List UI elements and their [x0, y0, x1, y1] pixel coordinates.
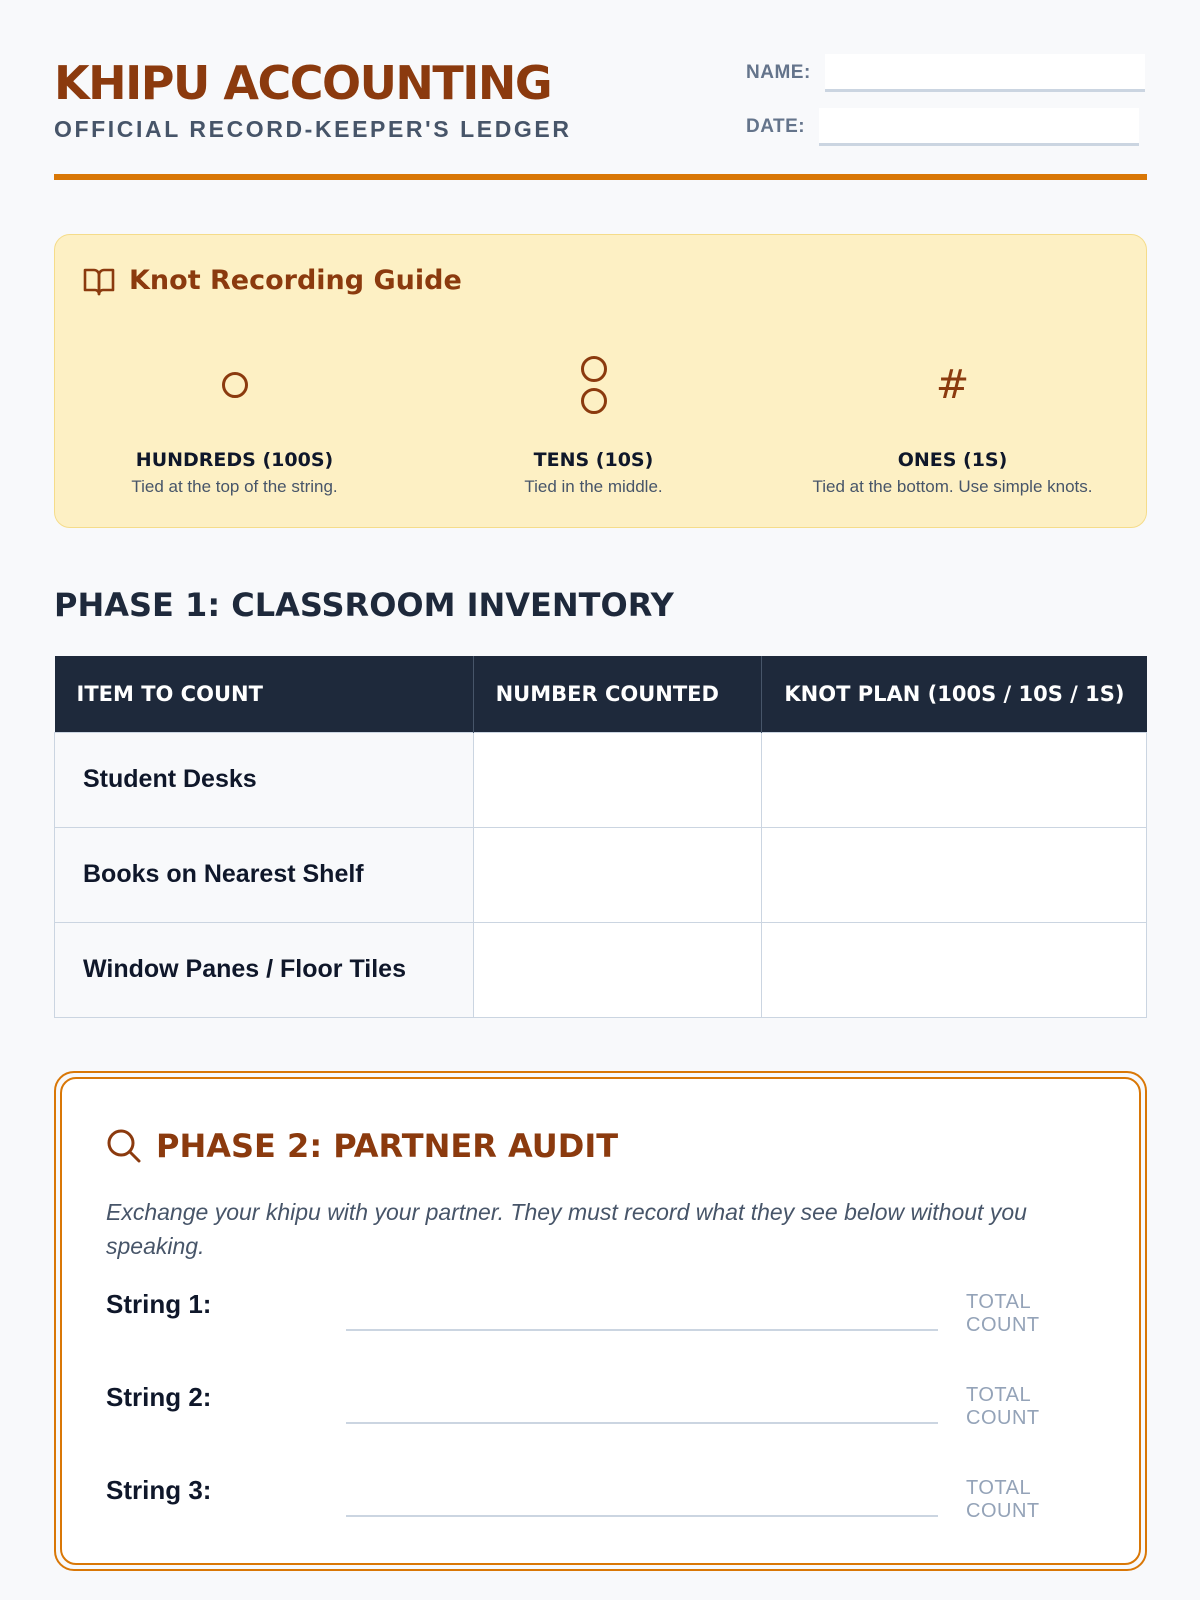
date-row — [746, 108, 1139, 146]
string-label: String 1: — [106, 1289, 212, 1319]
plan-cell[interactable] — [762, 827, 1147, 922]
guide-label-tens: TENS (10S) — [533, 449, 654, 471]
count-cell[interactable] — [473, 922, 762, 1017]
table-row — [55, 827, 1147, 922]
column-header-count: NUMBER COUNTED — [473, 656, 762, 732]
phase2-title: PHASE 2: PARTNER AUDIT — [156, 1127, 619, 1165]
plan-cell[interactable] — [762, 732, 1147, 827]
partner-audit-inner — [60, 1077, 1141, 1565]
hash-knot-box — [773, 335, 1132, 435]
guide-desc-ones: Tied at the bottom. Use simple knots. — [812, 477, 1093, 496]
guide-label-ones: ONES (1S) — [897, 449, 1008, 471]
book-icon — [83, 266, 115, 296]
guide-column-tens — [414, 335, 773, 497]
guide-desc-tens: Tied in the middle. — [524, 477, 663, 496]
total-count-placeholder[interactable]: TOTAL COUNT — [966, 1291, 1040, 1336]
name-field[interactable] — [825, 54, 1145, 92]
single-knot-icon — [55, 335, 414, 435]
name-row — [746, 54, 1145, 92]
total-count-placeholder[interactable]: TOTAL COUNT — [966, 1477, 1040, 1522]
search-icon — [106, 1128, 142, 1164]
hash-knot-icon: # — [935, 362, 970, 408]
guide-desc-hundreds: Tied at the top of the string. — [131, 477, 338, 496]
string-row-3 — [106, 1465, 1106, 1525]
inventory-table — [54, 656, 1147, 1018]
worksheet-page — [54, 0, 1147, 1522]
guide-column-hundreds — [55, 335, 414, 497]
phase1-heading: PHASE 1: CLASSROOM INVENTORY — [54, 586, 674, 624]
header — [54, 0, 1147, 182]
table-row — [55, 922, 1147, 1017]
item-cell: Books on Nearest Shelf — [55, 827, 474, 922]
string-row-2 — [106, 1372, 1106, 1432]
guide-label-hundreds: HUNDREDS (100S) — [135, 449, 334, 471]
guide-column-ones — [773, 335, 1132, 497]
page-title: KHIPU ACCOUNTING — [54, 56, 552, 110]
column-header-item: ITEM TO COUNT — [55, 656, 474, 732]
string-input-line[interactable] — [346, 1515, 938, 1517]
guide-heading — [83, 265, 462, 296]
phase2-heading — [106, 1127, 618, 1165]
date-label: DATE: — [746, 116, 806, 137]
string-label: String 2: — [106, 1382, 212, 1412]
partner-audit-panel — [54, 1071, 1147, 1571]
plan-cell[interactable] — [762, 922, 1147, 1017]
count-cell[interactable] — [473, 732, 762, 827]
item-cell: Window Panes / Floor Tiles — [55, 922, 474, 1017]
table-row — [55, 732, 1147, 827]
string-label: String 3: — [106, 1475, 212, 1505]
guide-title: Knot Recording Guide — [129, 265, 462, 296]
table-header-row — [55, 656, 1147, 732]
knot-guide-panel — [54, 234, 1147, 528]
page-subtitle: OFFICIAL RECORD-KEEPER'S LEDGER — [54, 116, 572, 142]
string-input-line[interactable] — [346, 1329, 938, 1331]
name-label: NAME: — [746, 62, 811, 83]
header-divider — [54, 174, 1147, 180]
string-row-1 — [106, 1279, 1106, 1339]
item-cell: Student Desks — [55, 732, 474, 827]
total-count-placeholder[interactable]: TOTAL COUNT — [966, 1384, 1040, 1429]
double-knot-icon — [414, 335, 773, 435]
column-header-plan: KNOT PLAN (100S / 10S / 1S) — [762, 656, 1147, 732]
string-input-line[interactable] — [346, 1422, 938, 1424]
count-cell[interactable] — [473, 827, 762, 922]
phase2-instructions: Exchange your khipu with your partner. They must record what they see below without you speaking. — [106, 1199, 1027, 1259]
date-field[interactable] — [819, 108, 1139, 146]
